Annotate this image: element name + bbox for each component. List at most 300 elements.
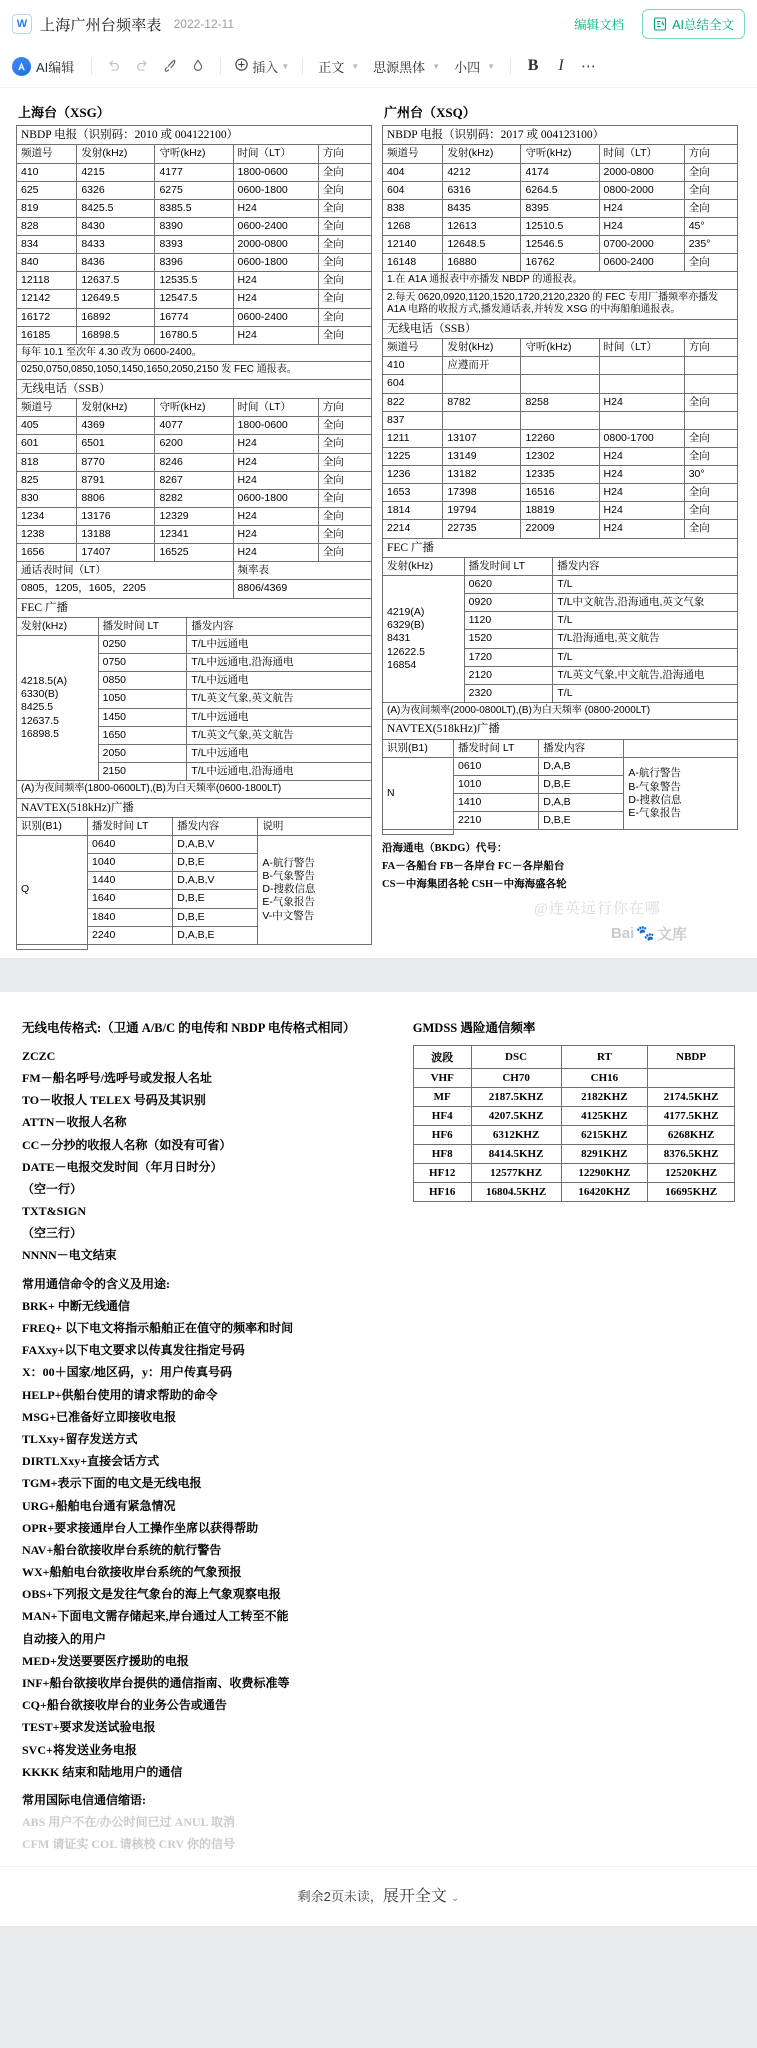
- table-row: [383, 145, 738, 163]
- shanghai-column: [16, 102, 372, 950]
- table-cell: 2000-0800: [599, 163, 684, 181]
- plus-circle-icon: [234, 57, 249, 75]
- table-row: [17, 399, 372, 417]
- edit-document-link[interactable]: 编辑文档: [574, 18, 625, 32]
- table-cell: 819: [17, 199, 77, 217]
- table-cell: D,A,B: [539, 794, 624, 812]
- table-cell: 0600-1800: [233, 181, 318, 199]
- table-cell: 2050: [98, 744, 187, 762]
- table-row: [17, 544, 372, 562]
- fec-frequency-cell: 4218.5(A) 6330(B) 8425.5 12637.5 16898.5: [17, 636, 99, 781]
- table-cell: H24: [599, 393, 684, 411]
- document-date: 2022-12-11: [173, 17, 235, 31]
- table-cell: 1238: [17, 526, 77, 544]
- table-header-cell: 发射(kHz): [383, 557, 465, 575]
- table-row: [413, 1106, 734, 1125]
- table-cell: T/L中远通电: [187, 708, 372, 726]
- table-row: [17, 272, 372, 290]
- table-cell: 16892: [77, 308, 155, 326]
- table-header-cell: 通话表时间（LT）: [17, 562, 234, 580]
- table-cell: [443, 375, 521, 393]
- watermark-text: @连英远行你在哪: [534, 900, 661, 917]
- table-cell: 16185: [17, 326, 77, 344]
- format-line-0: ZCZC: [22, 1048, 56, 1063]
- toolbar-divider-1: [91, 58, 92, 75]
- table-row: [413, 1182, 734, 1201]
- intl-abbrev-list: [22, 1811, 395, 1855]
- table-cell: HF4: [413, 1106, 471, 1125]
- table-row: [413, 1087, 734, 1106]
- chevron-down-icon: ▼: [432, 61, 441, 71]
- format-lines-list: [22, 1045, 395, 1267]
- table-header-cell: DSC: [471, 1045, 561, 1068]
- insert-button[interactable]: [230, 57, 293, 76]
- toolbar-divider-3: [302, 58, 303, 75]
- table-cell: 全向: [318, 453, 371, 471]
- table-header-cell: 播发内容: [553, 557, 738, 575]
- table-cell: 8267: [155, 471, 233, 489]
- table-row: [17, 526, 372, 544]
- table-cell: 0250: [98, 636, 187, 654]
- usage-section-title: 常用通信命令的含义及用途:: [22, 1276, 170, 1291]
- chevron-down-icon: ▼: [281, 61, 290, 71]
- table-cell: 4177.5KHZ: [648, 1106, 735, 1125]
- table-header-cell: 发射(kHz): [443, 339, 521, 357]
- table-row: [383, 411, 738, 429]
- table-row: [383, 538, 738, 557]
- table-cell: 12520KHZ: [648, 1163, 735, 1182]
- table-cell: 2174.5KHZ: [648, 1087, 735, 1106]
- table-cell: 12140: [383, 236, 443, 254]
- table-cell: D,B,E: [173, 854, 258, 872]
- table-row: [383, 520, 738, 538]
- table-row: [17, 344, 372, 362]
- table-cell: 1800-0600: [233, 417, 318, 435]
- table-row: [17, 617, 372, 635]
- table-cell: 2210: [454, 812, 539, 830]
- font-size-select[interactable]: [448, 57, 501, 76]
- redo-icon[interactable]: [129, 54, 155, 78]
- table-row: [17, 781, 372, 799]
- format-section-title: 无线电传格式:（卫通 A/B/C 的电传和 NBDP 电传格式相同）: [22, 1020, 356, 1035]
- fec-frequency-cell: 4219(A) 6329(B) 8431 12622.5 16854: [383, 576, 465, 703]
- paragraph-style-select[interactable]: [312, 57, 365, 76]
- table-cell: T/L沿海通电,英文航告: [553, 630, 738, 648]
- clear-format-icon[interactable]: [185, 54, 211, 78]
- table-row: [17, 817, 372, 835]
- page-separator: [0, 958, 757, 992]
- more-options-button[interactable]: ⋯: [581, 58, 598, 75]
- table-row: [383, 830, 738, 835]
- table-cell: T/L中远通电,沿海通电: [187, 762, 372, 780]
- table-cell: 12260: [521, 429, 599, 447]
- table-cell: 8385.5: [155, 199, 233, 217]
- word-document-icon: W: [12, 14, 32, 34]
- usage-line-11: NAV+船台欲接收岸台系统的航行警告: [22, 1542, 222, 1557]
- table-cell: T/L中远通电: [187, 672, 372, 690]
- table-header-cell: NBDP: [648, 1045, 735, 1068]
- table-row: [17, 798, 372, 817]
- table-header-cell: 发射(kHz): [17, 617, 99, 635]
- bold-button[interactable]: B: [527, 57, 539, 74]
- table-note: (A)为夜间频率(2000-0800LT),(B)为白天频率 (0800-2000LT): [383, 702, 738, 720]
- table-cell: H24: [233, 453, 318, 471]
- table-row: [383, 319, 738, 338]
- table-cell: 2182KHZ: [561, 1087, 648, 1106]
- table-cell: 1800-0600: [233, 163, 318, 181]
- format-line-6: （空一行）: [22, 1181, 83, 1196]
- table-row: [383, 466, 738, 484]
- table-row: [17, 126, 372, 145]
- bear-paw-icon: 🐾: [636, 925, 655, 943]
- table-cell: 12329: [155, 507, 233, 525]
- table-row: [17, 290, 372, 308]
- font-size-value: 小四: [454, 59, 481, 75]
- table-header-cell: 播发内容: [173, 817, 258, 835]
- table-cell: [443, 411, 521, 429]
- table-cell: 1010: [454, 776, 539, 794]
- table-cell: 8430: [77, 217, 155, 235]
- table-cell: 12142: [17, 290, 77, 308]
- table-row: [383, 236, 738, 254]
- table-cell: 8376.5KHZ: [648, 1144, 735, 1163]
- page2-columns: [22, 1018, 735, 1856]
- table-row: [17, 507, 372, 525]
- table-cell: 全向: [318, 236, 371, 254]
- table-cell: 全向: [318, 526, 371, 544]
- table-row: [383, 447, 738, 465]
- table-cell: [684, 411, 737, 429]
- ai-summary-icon: [653, 17, 667, 31]
- chevron-down-icon: ▼: [487, 61, 496, 71]
- table-cell: 16695KHZ: [648, 1182, 735, 1201]
- table-cell: 8258: [521, 393, 599, 411]
- table-header-cell: 方向: [318, 145, 371, 163]
- bkdg-line-2: CS－中海集团各轮 CSH－中海海盛各轮: [382, 879, 567, 891]
- table-row: [17, 326, 372, 344]
- table-cell: 0600-2400: [233, 308, 318, 326]
- table-cell: H24: [233, 526, 318, 544]
- guangzhou-fec-table: [382, 538, 738, 721]
- table-row: [17, 163, 372, 181]
- usage-line-9: URG+船舶电台通有紧急情况: [22, 1498, 176, 1513]
- table-cell: 全向: [318, 544, 371, 562]
- usage-lines-list: [22, 1295, 395, 1783]
- usage-line-4: HELP+供船台使用的请求帮助的命令: [22, 1387, 218, 1402]
- table-cell: 1720: [464, 648, 553, 666]
- table-cell: 全向: [684, 254, 737, 272]
- table-header-cell: 识别(B1): [383, 739, 454, 757]
- format-line-3: ATTN－收报人名称: [22, 1115, 127, 1130]
- table-cell: T/L英文气象,英文航告: [187, 726, 372, 744]
- table-cell: CH16: [561, 1068, 648, 1087]
- table-cell: 16420KHZ: [561, 1182, 648, 1201]
- table-header-cell: 时间（LT）: [599, 145, 684, 163]
- table-row: [383, 557, 738, 575]
- table-cell: 604: [383, 375, 443, 393]
- table-cell: 404: [383, 163, 443, 181]
- ai-summary-button[interactable]: [642, 9, 745, 39]
- table-cell: 1840: [88, 908, 173, 926]
- table-cell: [521, 357, 599, 375]
- table-header-cell: 波段: [413, 1045, 471, 1068]
- table-cell: 2000-0800: [233, 236, 318, 254]
- table-row: [383, 272, 738, 290]
- usage-line-5: MSG+已准备好立即接收电报: [22, 1409, 177, 1424]
- table-cell: 16762: [521, 254, 599, 272]
- table-header-cell: 守听(kHz): [521, 339, 599, 357]
- format-line-8: （空三行）: [22, 1226, 83, 1241]
- table-banner: 无线电话（SSB）: [17, 379, 372, 398]
- table-cell: 全向: [318, 507, 371, 525]
- italic-button[interactable]: I: [558, 57, 564, 74]
- guangzhou-ssb-table: [382, 319, 738, 539]
- table-cell: 235°: [684, 236, 737, 254]
- table-cell: T/L英文气象,英文航告: [187, 690, 372, 708]
- table-cell: [599, 411, 684, 429]
- table-cell: 13176: [77, 507, 155, 525]
- table-row: [383, 199, 738, 217]
- table-cell: 12546.5: [521, 236, 599, 254]
- table-cell: H24: [599, 199, 684, 217]
- table-cell: 全向: [318, 181, 371, 199]
- table-cell: 16898.5: [77, 326, 155, 344]
- table-header-cell: 播发时间 LT: [454, 739, 539, 757]
- expand-full-text-link[interactable]: 展开全文: [382, 1887, 447, 1905]
- table-cell: 17407: [77, 544, 155, 562]
- table-cell: 8433: [77, 236, 155, 254]
- table-cell: 0700-2000: [599, 236, 684, 254]
- table-cell: 全向: [684, 447, 737, 465]
- table-cell: HF16: [413, 1182, 471, 1201]
- table-cell: 13182: [443, 466, 521, 484]
- document-title: 上海广州台频率表: [40, 16, 162, 34]
- table-cell: 8393: [155, 236, 233, 254]
- usage-line-15: 自动接入的用户: [22, 1631, 107, 1646]
- table-note: 每年 10.1 至次年 4.30 改为 0600-2400。: [17, 344, 372, 362]
- shanghai-call-table: [16, 561, 372, 598]
- table-cell: 4369: [77, 417, 155, 435]
- gmdss-table: [413, 1045, 735, 1202]
- table-cell: 601: [17, 435, 77, 453]
- intl-abbrev-line-0: ABS 用户不在/办公时间已过 ANUL 取消: [22, 1815, 236, 1830]
- undo-icon[interactable]: [101, 54, 127, 78]
- table-row: [17, 580, 372, 598]
- table-row: [17, 254, 372, 272]
- navtex-legend-cell: A-航行警告 B-气象警告 D-搜救信息 E-气象报告: [624, 757, 738, 830]
- table-cell: 12510.5: [521, 217, 599, 235]
- table-header-cell: 守听(kHz): [155, 399, 233, 417]
- table-row: [17, 379, 372, 398]
- table-cell: [684, 357, 737, 375]
- table-cell: 0600-2400: [233, 217, 318, 235]
- table-header-cell: 识别(B1): [17, 817, 88, 835]
- table-cell: 全向: [684, 393, 737, 411]
- table-cell: 12547.5: [155, 290, 233, 308]
- table-cell: 8436: [77, 254, 155, 272]
- table-cell: 828: [17, 217, 77, 235]
- table-cell: H24: [599, 484, 684, 502]
- table-cell: 13149: [443, 447, 521, 465]
- table-cell: 16525: [155, 544, 233, 562]
- table-header-cell: 频道号: [383, 145, 443, 163]
- table-cell: 8806/4369: [233, 580, 371, 598]
- table-cell: 13188: [77, 526, 155, 544]
- table-cell: 全向: [318, 308, 371, 326]
- table-cell: T/L: [553, 684, 738, 702]
- table-cell: 0750: [98, 654, 187, 672]
- table-cell: 6312KHZ: [471, 1125, 561, 1144]
- table-cell: 4207.5KHZ: [471, 1106, 561, 1125]
- table-header-cell: 守听(kHz): [155, 145, 233, 163]
- table-cell: 8390: [155, 217, 233, 235]
- table-cell: H24: [233, 471, 318, 489]
- table-cell: T/L中远通电: [187, 636, 372, 654]
- table-cell: 12637.5: [77, 272, 155, 290]
- table-note: 2.每天 0620,0920,1120,1520,1720,2120,2320 的 FEC 专用厂播频率亦播发 A1A 电路的收报方式,播发通话表,并转发 XSG 的中海船舶通报表。: [383, 289, 738, 319]
- table-cell: 825: [17, 471, 77, 489]
- font-family-select[interactable]: [367, 57, 446, 76]
- table-cell: 0800-2000: [599, 181, 684, 199]
- table-cell: 6215KHZ: [561, 1125, 648, 1144]
- table-row: [383, 163, 738, 181]
- table-row: [17, 308, 372, 326]
- table-cell: [599, 375, 684, 393]
- table-row: [17, 471, 372, 489]
- table-cell: 全向: [684, 429, 737, 447]
- table-cell: H24: [233, 272, 318, 290]
- expand-footer[interactable]: [0, 1866, 757, 1926]
- table-row: [383, 181, 738, 199]
- document-page-2: [0, 992, 757, 1866]
- table-cell: T/L: [553, 648, 738, 666]
- chevron-down-icon: ▼: [351, 61, 360, 71]
- table-cell: 1440: [88, 872, 173, 890]
- table-header-cell: 说明: [258, 817, 372, 835]
- table-cell: H24: [233, 290, 318, 308]
- navtex-legend-cell: A-航行警告 B-气象警告 D-搜救信息 E-气象报告 V-中文警告: [258, 836, 372, 945]
- table-row: [17, 435, 372, 453]
- font-family-value: 思源黑体: [373, 59, 426, 75]
- table-cell: 4125KHZ: [561, 1106, 648, 1125]
- table-header-cell: 播发时间 LT: [98, 617, 187, 635]
- table-cell: 1653: [383, 484, 443, 502]
- table-row: [383, 720, 738, 739]
- table-cell: D,A,B,E: [173, 926, 258, 944]
- format-line-1: FM－船名呼号/选呼号或发报人名址: [22, 1070, 212, 1085]
- table-row: [17, 453, 372, 471]
- table-cell: 16774: [155, 308, 233, 326]
- table-cell: D,A,B,V: [173, 872, 258, 890]
- table-cell: 8806: [77, 489, 155, 507]
- table-header-cell: 频道号: [17, 145, 77, 163]
- intl-abbrev-title: 常用国际电信通信缩语:: [22, 1792, 146, 1807]
- table-cell: [383, 830, 454, 835]
- table-cell: 840: [17, 254, 77, 272]
- table-cell: 应遵而开: [443, 357, 521, 375]
- table-cell: 12577KHZ: [471, 1163, 561, 1182]
- table-cell: [17, 944, 88, 949]
- table-cell: 0610: [454, 757, 539, 775]
- table-cell: 16880: [443, 254, 521, 272]
- usage-line-0: BRK+ 中断无线通信: [22, 1298, 130, 1313]
- table-cell: VHF: [413, 1068, 471, 1087]
- table-header-cell: [624, 739, 738, 757]
- table-header-cell: 播发时间 LT: [88, 817, 173, 835]
- table-cell: [599, 357, 684, 375]
- shanghai-navtex-table: [16, 798, 372, 950]
- ai-edit-icon: [12, 57, 31, 76]
- table-cell: 2240: [88, 926, 173, 944]
- table-cell: H24: [233, 326, 318, 344]
- table-cell: [648, 1068, 735, 1087]
- table-row: [413, 1068, 734, 1087]
- table-cell: T/L: [553, 612, 738, 630]
- table-cell: 全向: [318, 290, 371, 308]
- table-banner: NBDP 电报（识别码：2010 或 004122100）: [17, 126, 372, 145]
- table-cell: 1040: [88, 854, 173, 872]
- table-row: [383, 576, 738, 594]
- table-header-cell: 频率表: [233, 562, 371, 580]
- guangzhou-station-title: 广州台（XSQ）: [384, 105, 476, 120]
- table-row: [17, 362, 372, 380]
- usage-line-6: TLXxy+留存发送方式: [22, 1431, 138, 1446]
- ai-edit-button[interactable]: [12, 57, 74, 76]
- table-cell: [684, 375, 737, 393]
- table-cell: 全向: [318, 489, 371, 507]
- table-cell: 818: [17, 453, 77, 471]
- table-cell: 0620: [464, 576, 553, 594]
- table-cell: 2150: [98, 762, 187, 780]
- table-cell: 822: [383, 393, 443, 411]
- table-cell: 4077: [155, 417, 233, 435]
- table-cell: 8246: [155, 453, 233, 471]
- document-page-1: [0, 88, 757, 958]
- table-cell: 12649.5: [77, 290, 155, 308]
- table-cell: 0600-1800: [233, 489, 318, 507]
- table-cell: 12302: [521, 447, 599, 465]
- table-cell: 6501: [77, 435, 155, 453]
- table-header-cell: 方向: [684, 145, 737, 163]
- table-row: [383, 289, 738, 319]
- chevron-down-icon: ⌄: [450, 1892, 460, 1904]
- table-cell: 8770: [77, 453, 155, 471]
- table-header-cell: 发射(kHz): [443, 145, 521, 163]
- table-cell: 12341: [155, 526, 233, 544]
- table-cell: 13107: [443, 429, 521, 447]
- table-cell: 2187.5KHZ: [471, 1087, 561, 1106]
- table-row: [413, 1125, 734, 1144]
- format-toolbar: [0, 47, 757, 88]
- table-cell: 410: [383, 357, 443, 375]
- table-cell: 全向: [318, 199, 371, 217]
- table-row: [383, 217, 738, 235]
- table-cell: 18819: [521, 502, 599, 520]
- table-header-cell: 播发时间 LT: [464, 557, 553, 575]
- table-row: [383, 429, 738, 447]
- table-row: [413, 1163, 734, 1182]
- table-cell: HF8: [413, 1144, 471, 1163]
- table-cell: 全向: [318, 435, 371, 453]
- table-cell: 0920: [464, 594, 553, 612]
- usage-line-3: X：00＋国家/地区码，y：用户传真号码: [22, 1365, 233, 1380]
- table-cell: 12118: [17, 272, 77, 290]
- table-cell: 6326: [77, 181, 155, 199]
- table-cell: 1410: [454, 794, 539, 812]
- format-brush-icon[interactable]: [157, 54, 183, 78]
- table-cell: 12648.5: [443, 236, 521, 254]
- table-cell: 6268KHZ: [648, 1125, 735, 1144]
